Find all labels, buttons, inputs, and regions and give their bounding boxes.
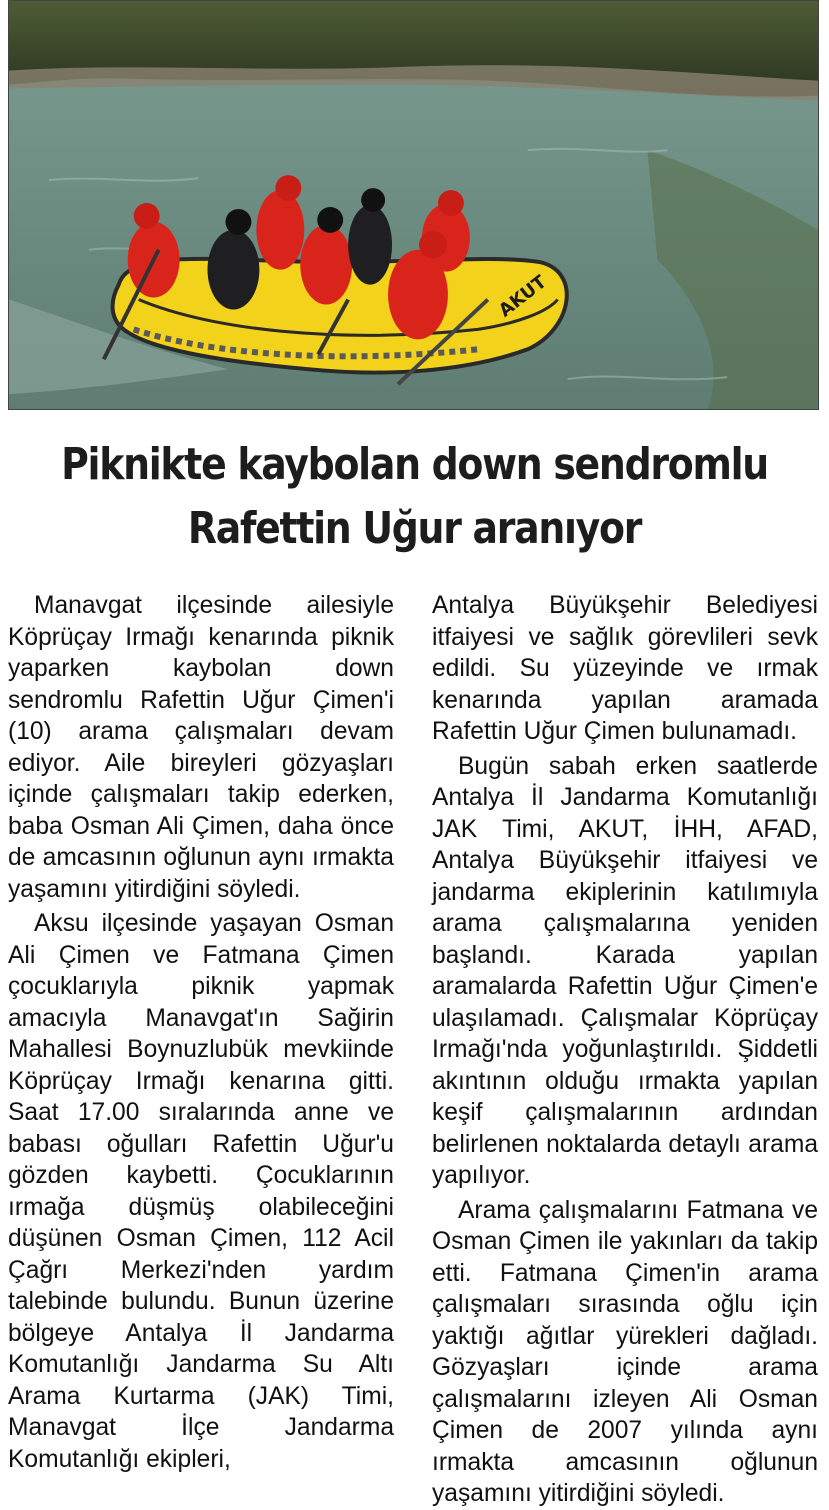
headline-line-1: Piknikte kaybolan down sendromlu bbox=[61, 439, 768, 490]
news-photo bbox=[8, 0, 819, 410]
raft-label: AKUT bbox=[494, 271, 551, 322]
article-paragraph: Arama çalışmalarını Fatmana ve Osman Çimen ile yakınları da takip etti. Fatmana Çimen'in arama çalışmaları sırasında oğlu için yaktığı ağıtlar yürekleri dağladı. Gözyaşları içinde arama çalışmalarını izleyen Ali Osman Çimen de 2007 yılında aynı ırmakta amcasının oğlunun yaşamını yitirdiğini söyledi. bbox=[432, 1196, 818, 1507]
article-paragraph: Antalya Büyükşehir Belediyesi itfaiyesi ve sağlık görevlileri sevk edildi. Su yüzeyinde ve ırmak kenarında yapılan aramada Rafettin Uğur Çimen bulunamadı. bbox=[432, 592, 818, 745]
article-column-left bbox=[8, 590, 394, 1475]
article-paragraph: Bugün sabah erken saatlerde Antalya İl Jandarma Komutanlığı JAK Timi, AKUT, İHH, AFAD, Antalya Büyükşehir itfaiyesi ve jandarma ekiplerinin katılımıyla arama çalışmalarına yeniden başlandı. Karada yapılan aramalarda Rafettin Uğur Çimen'e ulaşılamadı. Çalışmalar Köprüçay Irmağı'nda yoğunlaştırıldı. Şiddetli akıntının olduğu ırmakta yapılan keşif çalışmalarının ardından belirlenen noktalarda detaylı arama yapılıyor. bbox=[432, 752, 818, 1189]
headline bbox=[58, 433, 771, 561]
headline-line-2: Rafettin Uğur aranıyor bbox=[187, 503, 642, 554]
rafting-rescue-image bbox=[9, 1, 818, 409]
article-column-right bbox=[432, 590, 818, 1510]
article-paragraph: Manavgat ilçesinde ailesiyle Köprüçay Irmağı kenarında piknik yaparken kaybolan down sendromlu Rafettin Uğur Çimen'i (10) arama çalışmaları devam ediyor. Aile bireyleri gözyaşları içinde çalışmaları takip ederken, baba Osman Ali Çimen, daha önce de amcasının oğlunun aynı ırmakta yaşamını yitirdiğini söyledi. bbox=[8, 592, 394, 903]
article-paragraph: Aksu ilçesinde yaşayan Osman Ali Çimen ve Fatmana Çimen çocuklarıyla piknik yapmak amacıyla Manavgat'ın Sağirin Mahallesi Boynuzlubük mevkiinde Köprüçay Irmağı kenarına gitti. Saat 17.00 sıralarında anne ve babası oğulları Rafettin Uğur'u gözden kaybetti. Çocuklarının ırmağa düşmüş olabileceğini düşünen Osman Çimen, 112 Acil Çağrı Merkezi'nden yardım talebinde bulundu. Bunun üzerine bölgeye Antalya İl Jandarma Komutanlığı Jandarma Su Altı Arama Kurtarma (JAK) Timi, Manavgat İlçe Jandarma Komutanlığı ekipleri, bbox=[8, 910, 394, 1473]
